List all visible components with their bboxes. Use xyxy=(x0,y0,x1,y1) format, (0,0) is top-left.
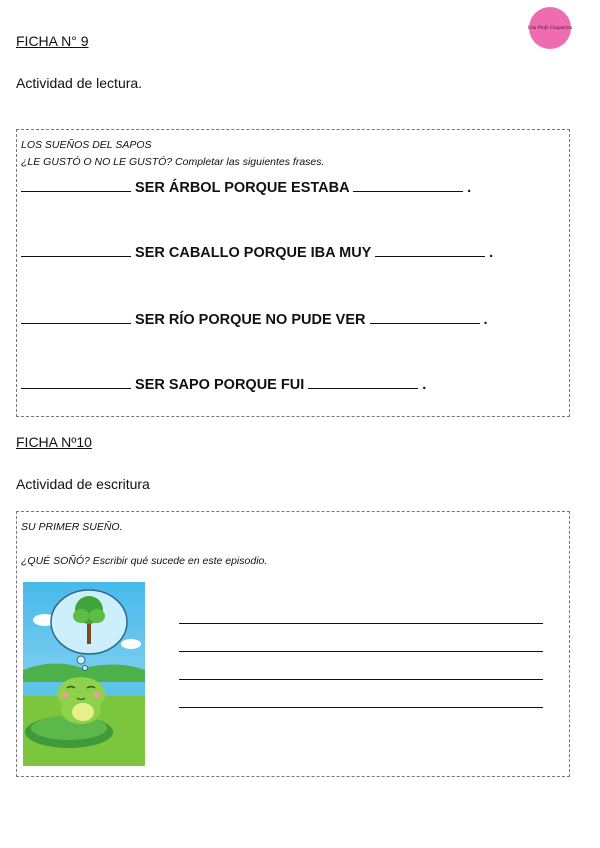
writing-activity-box xyxy=(16,511,570,777)
brand-logo xyxy=(529,7,571,49)
ficha-9-heading: FICHA N° 9 xyxy=(16,33,89,49)
reading-instruction: ¿LE GUSTÓ O NO LE GUSTÓ? Completar las siguientes frases. xyxy=(21,156,325,168)
brand-logo-text: Una Profe Chaparrita xyxy=(527,25,573,31)
reading-activity-box xyxy=(16,129,570,417)
sentence-row xyxy=(21,245,493,261)
answer-blank[interactable] xyxy=(353,180,463,192)
writing-instruction: ¿QUÉ SOÑÓ? Escribir qué sucede en este episodio. xyxy=(21,555,268,567)
answer-blank[interactable] xyxy=(21,312,131,324)
writing-line[interactable] xyxy=(179,679,543,680)
writing-line[interactable] xyxy=(179,623,543,624)
writing-box-title: SU PRIMER SUEÑO. xyxy=(21,521,123,533)
sentence-end: . xyxy=(479,312,488,328)
ficha-9-subtitle: Actividad de lectura. xyxy=(16,75,143,91)
sentence-row xyxy=(21,180,471,196)
ficha-10-subtitle: Actividad de escritura xyxy=(16,476,150,492)
sentence-row xyxy=(21,312,488,328)
sentence-text: SER ÁRBOL PORQUE ESTABA xyxy=(131,180,354,196)
sentence-text: SER SAPO PORQUE FUI xyxy=(131,377,309,393)
sentence-row xyxy=(21,377,426,393)
writing-line[interactable] xyxy=(179,651,543,652)
sentence-end: . xyxy=(463,180,472,196)
writing-line[interactable] xyxy=(179,707,543,708)
sentence-text: SER RÍO PORQUE NO PUDE VER xyxy=(131,312,370,328)
sentence-end: . xyxy=(485,245,494,261)
answer-blank[interactable] xyxy=(375,245,485,257)
sentence-text: SER CABALLO PORQUE IBA MUY xyxy=(131,245,376,261)
frog-dream-svg xyxy=(23,582,145,766)
answer-blank[interactable] xyxy=(370,312,480,324)
answer-blank[interactable] xyxy=(21,245,131,257)
answer-blank[interactable] xyxy=(21,180,131,192)
frog-dreaming-illustration xyxy=(23,582,145,766)
ficha-10-heading: FICHA Nº10 xyxy=(16,434,92,450)
answer-blank[interactable] xyxy=(21,377,131,389)
reading-box-title: LOS SUEÑOS DEL SAPOS xyxy=(21,139,152,151)
answer-blank[interactable] xyxy=(308,377,418,389)
sentence-end: . xyxy=(418,377,427,393)
